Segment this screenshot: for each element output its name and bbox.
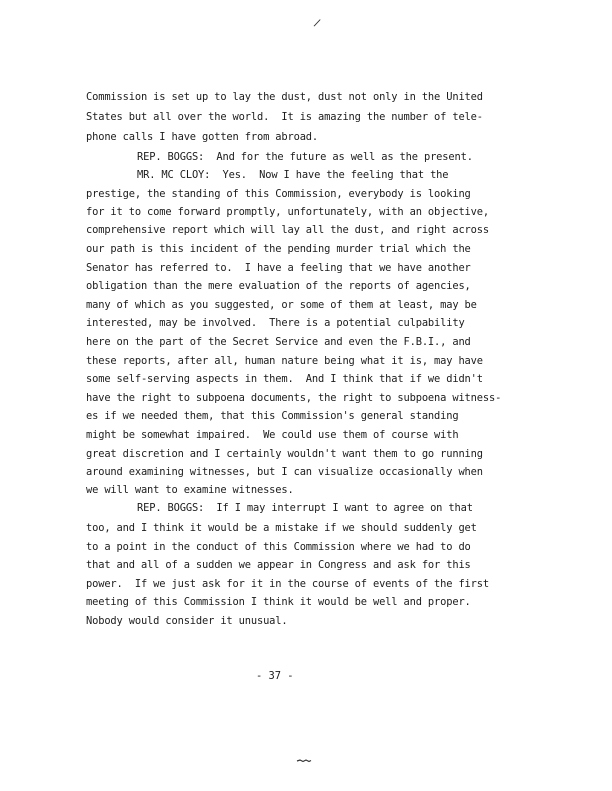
text-line: around examining witnesses, but I can visualize occasionally when — [86, 466, 483, 478]
scan-smudge — [296, 759, 312, 763]
text-line: have the right to subpoena documents, the right to subpoena witness- — [86, 392, 502, 404]
text-line: Nobody would consider it unusual. — [86, 615, 288, 627]
text-line: MR. MC CLOY: Yes. Now I have the feeling that the — [137, 169, 449, 181]
text-line: our path is this incident of the pending murder trial which the — [86, 243, 471, 255]
text-line: here on the part of the Secret Service and even the F.B.I., and — [86, 336, 471, 348]
text-line: interested, may be involved. There is a potential culpability — [86, 317, 465, 329]
text-line: many of which as you suggested, or some of them at least, may be — [86, 299, 477, 311]
text-line: too, and I think it would be a mistake if we should suddenly get — [86, 522, 477, 534]
text-line: REP. BOGGS: If I may interrupt I want to agree on that — [137, 502, 473, 514]
text-line: Senator has referred to. I have a feeling that we have another — [86, 262, 471, 274]
text-line: to a point in the conduct of this Commission where we had to do — [86, 541, 471, 553]
page-number: - 37 - — [256, 670, 294, 682]
pen-mark: / — [312, 17, 322, 30]
text-line: es if we needed them, that this Commission's general standing — [86, 410, 459, 422]
text-line: great discretion and I certainly wouldn't want them to go running — [86, 448, 483, 460]
text-line: might be somewhat impaired. We could use them of course with — [86, 429, 459, 441]
text-line: comprehensive report which will lay all the dust, and right across — [86, 224, 489, 236]
text-line: these reports, after all, human nature being what it is, may have — [86, 355, 483, 367]
text-line: power. If we just ask for it in the course of events of the first — [86, 578, 489, 590]
text-line: for it to come forward promptly, unfortunately, with an objective, — [86, 206, 489, 218]
text-line: that and all of a sudden we appear in Congress and ask for this — [86, 559, 471, 571]
text-line: prestige, the standing of this Commission, everybody is looking — [86, 188, 471, 200]
text-line: some self-serving aspects in them. And I think that if we didn't — [86, 373, 483, 385]
text-line: Commission is set up to lay the dust, dust not only in the United — [86, 91, 483, 103]
text-line: meeting of this Commission I think it would be well and proper. — [86, 596, 471, 608]
text-line: we will want to examine witnesses. — [86, 484, 294, 496]
text-line: States but all over the world. It is amazing the number of tele- — [86, 111, 483, 123]
boggs-remark: REP. BOGGS: And for the future as well as the present. — [137, 151, 473, 163]
text-line: obligation than the mere evaluation of the reports of agencies, — [86, 280, 471, 292]
text-line: phone calls I have gotten from abroad. — [86, 131, 319, 143]
